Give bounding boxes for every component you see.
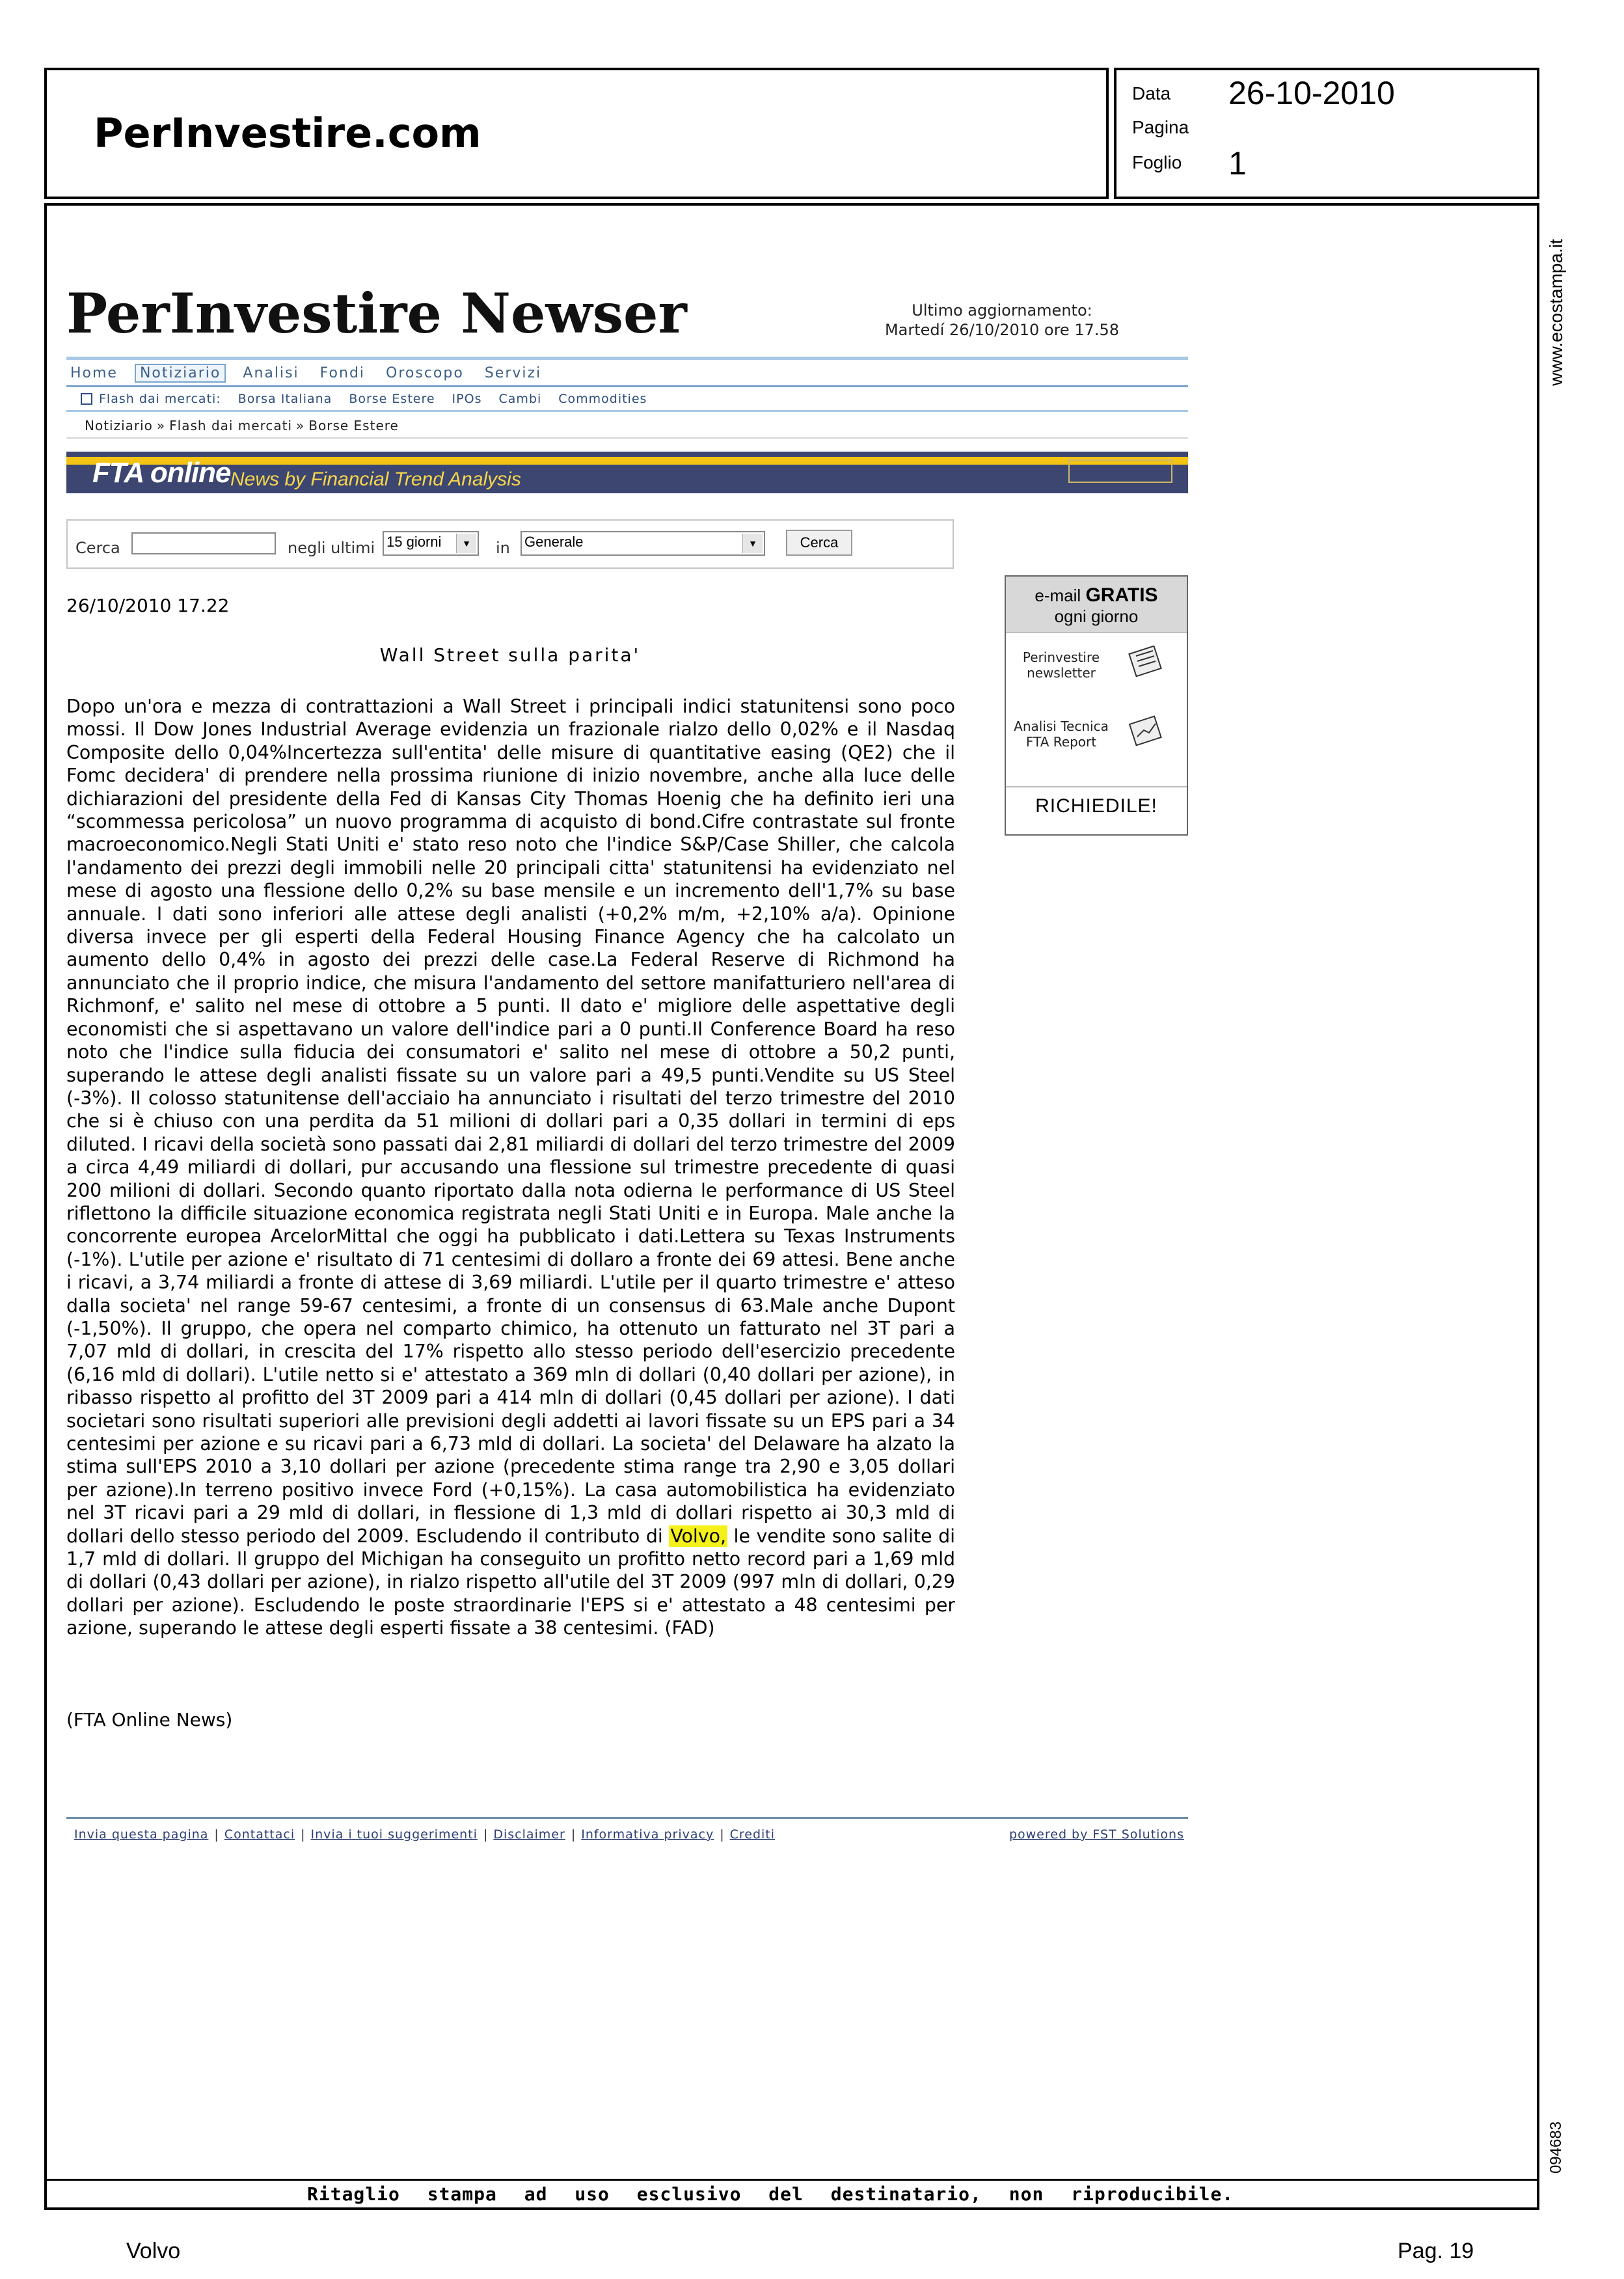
- article-title: Wall Street sulla parita': [379, 644, 641, 666]
- promo-newsletter[interactable]: Perinvestire newsletter: [1022, 649, 1100, 681]
- article-source: (FTA Online News): [66, 1709, 233, 1730]
- foglio-label: Foglio: [1132, 152, 1182, 172]
- nav-separator: [66, 385, 1188, 387]
- period-select[interactable]: [383, 531, 479, 556]
- chevron-right-icon: »: [296, 418, 305, 433]
- subnav-separator: [66, 410, 1188, 412]
- highlighted-keyword: Volvo,: [670, 1525, 726, 1547]
- sub-nav: [81, 389, 664, 409]
- category-value: Generale: [524, 534, 584, 550]
- nav-top-line: [66, 357, 1188, 360]
- search-button[interactable]: Cerca: [786, 530, 852, 556]
- data-label: Data: [1132, 83, 1171, 103]
- footer-link-crediti[interactable]: Crediti: [729, 1827, 776, 1842]
- dropdown-arrow-icon: ▼: [742, 534, 763, 553]
- promo-fta-report[interactable]: Analisi Tecnica FTA Report: [1014, 718, 1109, 750]
- report-icon: [1123, 715, 1169, 750]
- footer-link-invia[interactable]: Invia questa pagina: [74, 1827, 209, 1842]
- promo-cta[interactable]: RICHIEDILE!: [1035, 795, 1157, 817]
- article-date: 26/10/2010 17.22: [66, 595, 230, 616]
- article-body: [66, 695, 955, 1640]
- subnav-commodities[interactable]: Commodities: [558, 392, 647, 406]
- breadcrumb-line: [66, 437, 1188, 439]
- article-text-after: le vendite sono salite di 1,7 mld di dollari. Il gruppo del Michigan ha conseguito un profitto netto record pari a 1,69 mld di dollari (0,43 dollari per azione), in rialzo rispetto all'utile del 3T 2009 (997 mln di dollari, 0,29 dollari per azione). Escludendo le poste straordinarie l'EPS si e' attestato a 48 centesimi per azione, superando le attese degli esperti fissate a 38 centesimi. (FAD): [66, 1525, 955, 1639]
- site-title: PerInvestire Newser: [66, 281, 687, 346]
- banner-stripe: [66, 457, 1188, 465]
- last-update: [846, 301, 1158, 340]
- main-nav: [66, 362, 558, 384]
- nav-notiziario[interactable]: Notiziario: [135, 364, 226, 383]
- last-update-value: Martedí 26/10/2010 ore 17.58: [884, 321, 1120, 339]
- subnav-label: Flash dai mercati:: [99, 392, 221, 406]
- fta-logo: FTA online: [92, 457, 231, 489]
- promo-email-line: e-mail GRATIS: [1035, 584, 1158, 606]
- period-value: 15 giorni: [386, 534, 442, 550]
- powered-by-link[interactable]: powered by FST Solutions: [1008, 1827, 1184, 1842]
- period-label: negli ultimi: [288, 539, 375, 557]
- dropdown-arrow-icon: ▼: [456, 534, 476, 553]
- chevron-right-icon: »: [156, 418, 166, 433]
- side-url: www.ecostampa.it: [1546, 239, 1566, 386]
- article-text-before: Dopo un'ora e mezza di contrattazioni a Wall Street i principali indici statunitensi sono poco mossi. Il Dow Jones Industrial Average evidenzia un frazionale rialzo dello 0,02% e il Nasdaq Composite dello 0,04%Incertezza sull'entita' delle misure di quantitative easing (QE2) che il Fomc decidera' di prendere nella prossima riunione di inizio novembre, anche alla luce delle dichiarazioni del presidente della Fed di Kansas City Thomas Hoenig che ha definito ieri una “scommessa pericolosa” un nuovo programma di acquisto di bond.Cifre contrastate sul fronte macroeconomico.Negli Stati Uniti e' stato reso noto che l'indice S&P/Case Shiller, che calcola l'andamento dei prezzi degli immobili nelle 20 principali citta' statunitensi ha evidenziato nel mese di agosto una flessione dello 0,2% su base mensile e un incremento dell'1,7% su base annuale. I dati sono inferiori alle attese degli analisti (+0,2% m/m, +2,10% a/a). Opinione diversa invece per gli esperti della Federal Housing Finance Agency che ha calcolato un aumento dello 0,4% in agosto dei prezzi delle case.La Federal Reserve di Richmond ha annunciato che il proprio indice, che misura l'andamento del settore manifatturiero nell'area di Richmonf, e' salito nel mese di ottobre a 5 punti. Il dato e' migliore delle aspettative degli economisti che si aspettavano un valore dell'indice pari a 0 punti.Il Conference Board ha reso noto che l'indice sulla fiducia dei consumatori e' salito nel mese di ottobre a 50,2 punti, superando le attese degli analisti fissate su un valore pari a 49,5 punti.Vendite su US Steel (-3%). Il colosso statunitense dell'acciaio ha annunciato i risultati del terzo trimestre del 2010 che si è chiuso con una perdita da 51 milioni di dollari pari a 0,35 dollari in termini di eps diluted. I ricavi della società sono passati dai 2,81 miliardi di dollari del terzo trimestre del 2009 a circa 4,49 miliardi di dollari, pur accusando una flessione sul trimestre precedente di quasi 200 milioni di dollari. Secondo quanto riportato dalla nota odierna le performance di US Steel riflettono la difficile situazione economica registrata negli Stati Uniti e in Europa. Male anche la concorrente europea ArcelorMittal che oggi ha pubblicato i dati.Lettera su Texas Instruments (-1%). L'utile per azione e' risultato di 71 centesimi di dollaro a fronte dei 69 attesi. Bene anche i ricavi, a 3,74 miliardi a fronte di attese di 3,69 miliardi. L'utile per il quarto trimestre e' atteso dalla societa' nel range 59-67 centesimi, a fronte di un consensus di 63.Male anche Dupont (-1,50%). Il gruppo, che opera nel comparto chimico, ha ottenuto un fatturato nel 3T pari a 7,07 mld di dollari, in crescita del 17% rispetto allo stesso periodo dell'esercizio precedente (6,16 mld di dollari). L'utile netto si e' attestato a 369 mln di dollari (0,40 dollari per azione), in ribasso rispetto al profitto del 3T 2009 pari a 414 mln di dollari (0,45 dollari per azione). I dati societari sono risultati superiori alle previsioni degli addetti ai lavori fissate su un EPS pari a 34 centesimi per azione e su ricavi pari a 6,73 mld di dollari. La societa' del Delaware ha alzato la stima sull'EPS 2010 a 3,10 dollari per azione (precedente stima range tra 2,90 e 3,05 dollari per azione).In terreno positivo invece Ford (+0,15%). La casa automobilistica ha evidenziato nel 3T ricavi pari a 29 mld di dollari, in flessione di 1,3 mld di dollari rispetto ai 30,3 mld di dollari dello stesso periodo del 2009. Escludendo il contributo di: [66, 696, 955, 1547]
- newsletter-promo[interactable]: [1005, 575, 1188, 836]
- newspaper-icon: [1123, 646, 1169, 681]
- footer-links: Invia questa pagina | Contattaci | Invia i tuoi suggerimenti | Disclaimer | Informativa privacy | Crediti: [74, 1827, 776, 1842]
- flash-icon: [81, 393, 92, 405]
- clipping-notice: Ritaglio stampa ad uso esclusivo del destinatario, non riproducibile.: [44, 2179, 1539, 2210]
- footer-link-contattaci[interactable]: Contattaci: [224, 1827, 295, 1842]
- subnav-ipos[interactable]: IPOs: [452, 392, 482, 406]
- search-bar: [66, 519, 954, 569]
- breadcrumb: [85, 418, 399, 433]
- pagina-label: Pagina: [1132, 117, 1189, 137]
- data-value: 26-10-2010: [1228, 75, 1395, 111]
- search-input[interactable]: [131, 532, 276, 554]
- in-label: in: [496, 539, 510, 557]
- category-select[interactable]: [521, 531, 765, 556]
- nav-home[interactable]: Home: [70, 364, 118, 381]
- subnav-borse-estere[interactable]: Borse Estere: [349, 392, 435, 406]
- subnav-cambi[interactable]: Cambi: [498, 392, 542, 406]
- publication-title: PerInvestire.com: [94, 109, 481, 157]
- keyword-label: Volvo: [126, 2239, 181, 2263]
- footer-link-privacy[interactable]: Informativa privacy: [581, 1827, 714, 1842]
- side-code: 094683: [1547, 2121, 1565, 2174]
- nav-servizi[interactable]: Servizi: [484, 364, 542, 381]
- promo-gratis: GRATIS: [1085, 584, 1158, 606]
- breadcrumb-flash[interactable]: Flash dai mercati: [169, 418, 293, 433]
- nav-oroscopo[interactable]: Oroscopo: [386, 364, 464, 381]
- footer-link-suggerimenti[interactable]: Invia i tuoi suggerimenti: [310, 1827, 478, 1842]
- footer-line: [66, 1817, 1188, 1819]
- last-update-label: Ultimo aggiornamento:: [912, 301, 1092, 320]
- footer-link-disclaimer[interactable]: Disclaimer: [493, 1827, 565, 1842]
- foglio-value: 1: [1228, 145, 1247, 182]
- breadcrumb-notiziario[interactable]: Notiziario: [85, 418, 153, 433]
- header-title-box: [44, 68, 1109, 199]
- promo-ogni-giorno: ogni giorno: [1054, 607, 1139, 626]
- breadcrumb-borse-estere[interactable]: Borse Estere: [308, 418, 399, 433]
- subnav-borsa-italiana[interactable]: Borsa Italiana: [237, 392, 332, 406]
- nav-fondi[interactable]: Fondi: [319, 364, 366, 381]
- page-number: Pag. 19: [1398, 2239, 1474, 2263]
- fta-banner[interactable]: [66, 452, 1188, 493]
- promo-divider: [1006, 786, 1187, 787]
- banner-decoration: [1068, 459, 1172, 483]
- fta-tagline: News by Financial Trend Analysis: [230, 469, 521, 490]
- promo-header: [1006, 577, 1187, 633]
- header-meta-box: [1114, 68, 1539, 199]
- search-label: Cerca: [75, 539, 120, 557]
- nav-analisi[interactable]: Analisi: [243, 364, 299, 381]
